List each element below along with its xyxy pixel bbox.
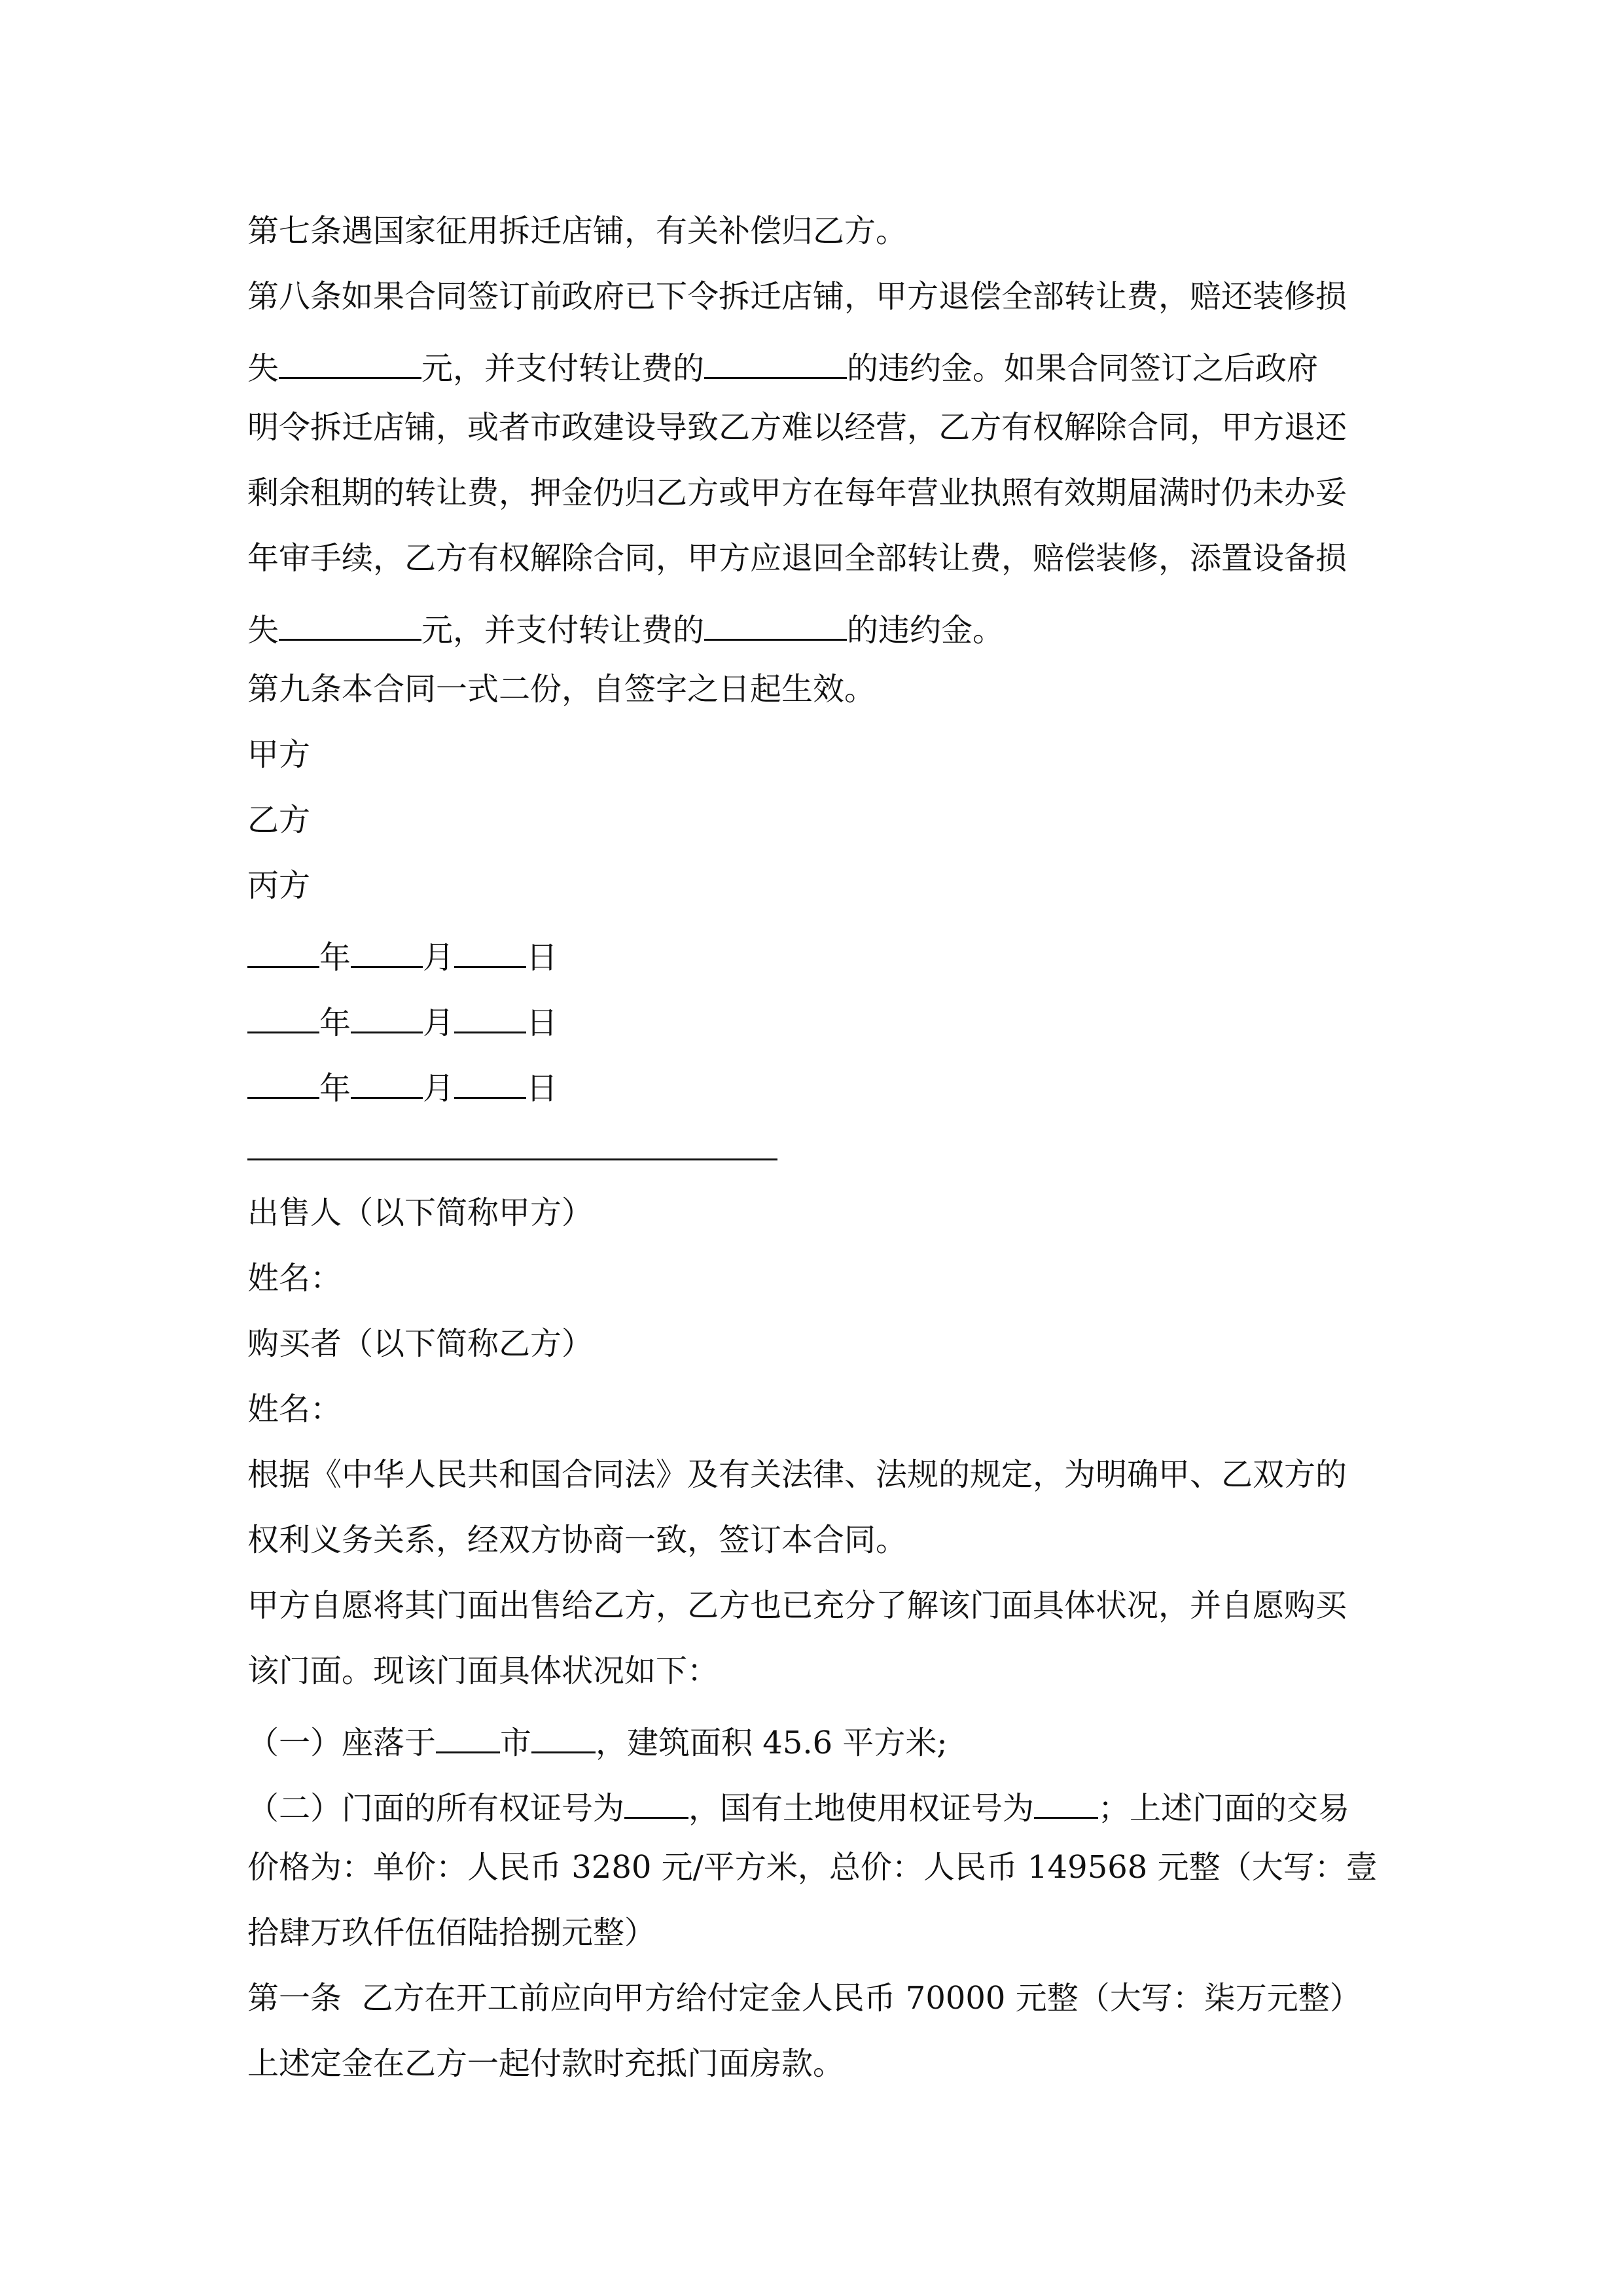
- item-2-text-a: （二）门面的所有权证号为: [247, 1790, 625, 1827]
- article-8-text-2a: 失: [247, 350, 279, 387]
- party-c-label: [247, 863, 1399, 928]
- intro-line-2: [247, 1517, 1399, 1583]
- buyer-name-field: [247, 1386, 1399, 1452]
- day-label: 日: [526, 1005, 558, 1041]
- article-8-text-3: 明令拆迁店铺，或者市政建设导致乙方难以经营，乙方有权解除合同，甲方退还: [247, 409, 1347, 446]
- article-1-text-1: 第一条 乙方在开工前应向甲方给付定金人民币 70000 元整（大写：柒万元整）: [247, 1980, 1361, 2017]
- party-c-text: 丙方: [247, 867, 311, 904]
- date-line-2: [247, 994, 1399, 1059]
- date-line-1: [247, 928, 1399, 994]
- sale-text-1: 甲方自愿将其门面出售给乙方，乙方也已充分了解该门面具体状况，并自愿购买: [247, 1587, 1347, 1624]
- article-8-text-5: 年审手续，乙方有权解除合同，甲方应退回全部转让费，赔偿装修，添置设备损: [247, 540, 1347, 577]
- month-blank[interactable]: [351, 994, 423, 1033]
- article-8-line-3: [247, 404, 1399, 470]
- item-2-line-1: [247, 1779, 1399, 1844]
- item-1-text-c: ，建筑面积 45.6 平方米;: [596, 1725, 948, 1761]
- party-b-label: [247, 797, 1399, 863]
- article-8-text-6a: 失: [247, 612, 279, 649]
- percentage-blank[interactable]: [704, 339, 847, 379]
- day-label: 日: [526, 1070, 558, 1107]
- day-blank[interactable]: [454, 928, 526, 968]
- month-blank[interactable]: [351, 1059, 423, 1099]
- year-blank[interactable]: [247, 928, 319, 968]
- divider-rule: [247, 1158, 777, 1160]
- day-blank[interactable]: [454, 1059, 526, 1099]
- month-label: 月: [423, 1005, 455, 1041]
- article-8-line-5: [247, 535, 1399, 601]
- month-label: 月: [423, 1070, 455, 1107]
- intro-text-1: 根据《中华人民共和国合同法》及有关法律、法规的规定，为明确甲、乙双方的: [247, 1456, 1347, 1493]
- article-8-line-1: [247, 274, 1399, 339]
- item-1-text-b: 市: [500, 1725, 532, 1761]
- item-2-text-2: 价格为：单价：人民币 3280 元/平方米，总价：人民币 149568 元整（大写：壹: [247, 1849, 1378, 1886]
- article-9: [247, 666, 1399, 732]
- document-page: [247, 208, 1399, 2106]
- year-label: 年: [319, 1070, 351, 1107]
- percentage-blank[interactable]: [704, 601, 847, 641]
- article-8-line-6: [247, 601, 1399, 666]
- item-2-text-c: ；上述门面的交易: [1098, 1790, 1350, 1827]
- ownership-cert-blank[interactable]: [624, 1779, 688, 1819]
- article-8-text-2b: 元，并支付转让费的: [421, 350, 705, 387]
- sale-line-2: [247, 1648, 1399, 1713]
- article-8-line-2: [247, 339, 1399, 404]
- article-7: [247, 208, 1399, 274]
- buyer-title-text: 购买者（以下简称乙方）: [247, 1325, 594, 1362]
- item-1-text-a: （一）座落于: [247, 1725, 437, 1761]
- item-2-line-2: [247, 1844, 1399, 1910]
- year-blank[interactable]: [247, 1059, 319, 1099]
- section-divider: [247, 1124, 1399, 1190]
- intro-line-1: [247, 1452, 1399, 1517]
- intro-text-2: 权利义务关系，经双方协商一致，签订本合同。: [247, 1522, 908, 1558]
- year-label: 年: [319, 1005, 351, 1041]
- date-line-3: [247, 1059, 1399, 1124]
- amount-blank[interactable]: [279, 601, 421, 641]
- city-blank[interactable]: [436, 1713, 500, 1753]
- article-8-text-4: 剩余租期的转让费，押金仍归乙方或甲方在每年营业执照有效期届满时仍未办妥: [247, 475, 1347, 511]
- article-1-text-2: 上述定金在乙方一起付款时充抵门面房款。: [247, 2045, 845, 2082]
- day-label: 日: [526, 939, 558, 976]
- day-blank[interactable]: [454, 994, 526, 1033]
- land-cert-blank[interactable]: [1034, 1779, 1098, 1819]
- party-a-label: [247, 732, 1399, 797]
- year-label: 年: [319, 939, 351, 976]
- item-1: [247, 1713, 1399, 1779]
- item-2-text-b: ，国有土地使用权证号为: [688, 1790, 1035, 1827]
- article-8-text-6c: 的违约金。: [847, 612, 1005, 649]
- buyer-name-label: 姓名：: [247, 1391, 342, 1427]
- seller-title: [247, 1190, 1399, 1255]
- month-blank[interactable]: [351, 928, 423, 968]
- item-2-line-3: [247, 1910, 1399, 1975]
- sale-text-2: 该门面。现该门面具体状况如下：: [247, 1653, 719, 1689]
- article-8-text-6b: 元，并支付转让费的: [421, 612, 705, 649]
- seller-name-field: [247, 1255, 1399, 1321]
- item-2-text-3: 拾肆万玖仟伍佰陆拾捌元整）: [247, 1914, 656, 1951]
- year-blank[interactable]: [247, 994, 319, 1033]
- article-8-text-2c: 的违约金。如果合同签订之后政府: [847, 350, 1319, 387]
- party-a-text: 甲方: [247, 736, 311, 773]
- seller-name-label: 姓名：: [247, 1260, 342, 1297]
- sale-line-1: [247, 1583, 1399, 1648]
- article-8-text-1: 第八条如果合同签订前政府已下令拆迁店铺，甲方退偿全部转让费，赔还装修损: [247, 278, 1347, 315]
- party-b-text: 乙方: [247, 802, 311, 838]
- seller-title-text: 出售人（以下简称甲方）: [247, 1194, 594, 1231]
- buyer-title: [247, 1321, 1399, 1386]
- article-9-text: 第九条本合同一式二份，自签字之日起生效。: [247, 671, 876, 708]
- amount-blank[interactable]: [279, 339, 421, 379]
- article-7-text: 第七条遇国家征用拆迁店铺，有关补偿归乙方。: [247, 213, 908, 249]
- article-1-line-1: [247, 1975, 1399, 2041]
- article-8-line-4: [247, 470, 1399, 535]
- month-label: 月: [423, 939, 455, 976]
- article-1-line-2: [247, 2041, 1399, 2106]
- location-blank[interactable]: [531, 1713, 596, 1753]
